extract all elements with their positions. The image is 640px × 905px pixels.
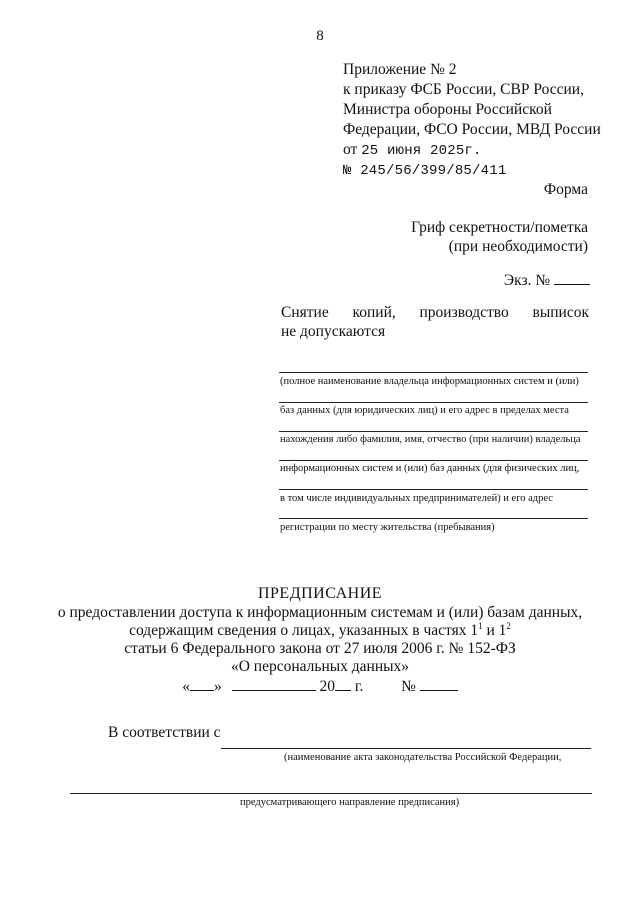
appendix-line: Министра обороны Российской — [343, 101, 552, 118]
number-blank[interactable] — [420, 676, 458, 691]
no-copy-word: Снятие — [281, 304, 329, 321]
superscript: 2 — [506, 620, 511, 631]
subtitle-text: и 1 — [486, 622, 507, 639]
no-copy-notice — [281, 303, 589, 341]
appendix-line: к приказу ФСБ России, СВР России, — [343, 81, 584, 98]
year-suffix: г. — [354, 678, 364, 695]
open-quote: « — [182, 678, 190, 695]
no-copy-word: копий, — [352, 304, 396, 321]
owner-caption: регистрации по месту жительства (пребывания) — [280, 522, 495, 533]
owner-fill-line[interactable] — [279, 402, 588, 403]
secrecy-note: (при необходимости) — [448, 238, 588, 255]
copy-number-label: Экз. № — [503, 272, 551, 289]
page-number: 8 — [316, 28, 324, 44]
appendix-date: 25 июня 2025г. — [361, 143, 482, 159]
copy-number — [504, 270, 590, 290]
subtitle-line: о предоставлении доступа к информационным системам и (или) базам данных, — [57, 604, 583, 621]
month-blank[interactable] — [232, 676, 316, 691]
owner-fill-line[interactable] — [279, 489, 588, 490]
day-blank[interactable] — [190, 676, 214, 691]
form-label: Форма — [543, 181, 588, 198]
act-fill-line[interactable] — [221, 748, 591, 749]
number-sign: № — [401, 678, 416, 695]
subtitle-line: «О персональных данных» — [230, 658, 410, 675]
appendix-order-number: № 245/56/399/85/411 — [343, 163, 507, 179]
owner-fill-line[interactable] — [279, 431, 588, 432]
appendix-line: Приложение № 2 — [343, 61, 457, 78]
subtitle-line — [0, 622, 640, 640]
owner-caption: баз данных (для юридических лиц) и его адрес в пределах места — [280, 405, 569, 416]
year-blank[interactable] — [335, 676, 351, 691]
secrecy-mark — [411, 218, 588, 256]
subtitle-line: статьи 6 Федерального закона от 27 июля 2006 г. № 152-ФЗ — [124, 640, 516, 657]
act-caption: предусматривающего направление предписания) — [240, 797, 460, 808]
year-prefix: 20 — [319, 678, 335, 695]
document-subtitle — [0, 604, 640, 676]
copy-number-blank[interactable] — [554, 270, 590, 285]
appendix-date-prefix: от — [343, 141, 358, 158]
owner-caption: нахождения либо фамилия, имя, отчество (при наличии) владельца — [280, 434, 581, 445]
subtitle-text: содержащим сведения о лицах, указанных в частях 1 — [129, 622, 479, 639]
appendix-line: Федерации, ФСО России, МВД России — [343, 121, 601, 138]
act-fill-line[interactable] — [70, 793, 592, 794]
close-quote: » — [213, 678, 222, 695]
appendix-header — [343, 60, 601, 181]
owner-fill-line[interactable] — [279, 372, 588, 373]
owner-caption: (полное наименование владельца информационных систем и (или) — [280, 376, 579, 387]
accordance-text: В соответствии с — [108, 724, 221, 741]
owner-caption: информационных систем и (или) баз данных (для физических лиц, — [280, 463, 580, 474]
owner-fill-line[interactable] — [279, 518, 588, 519]
no-copy-line: не допускаются — [281, 323, 386, 340]
secrecy-line: Гриф секретности/пометка — [411, 219, 588, 236]
owner-fill-line[interactable] — [279, 460, 588, 461]
date-number-line — [0, 676, 640, 696]
no-copy-word: выписок — [532, 304, 589, 321]
owner-caption: в том числе индивидуальных предпринимателей) и его адрес — [280, 493, 553, 504]
act-caption: (наименование акта законодательства Российской Федерации, — [284, 752, 562, 763]
no-copy-word: производство — [419, 304, 509, 321]
appendix-date-line — [343, 140, 601, 161]
document-title: ПРЕДПИСАНИЕ — [257, 585, 383, 602]
superscript: 1 — [478, 620, 483, 631]
